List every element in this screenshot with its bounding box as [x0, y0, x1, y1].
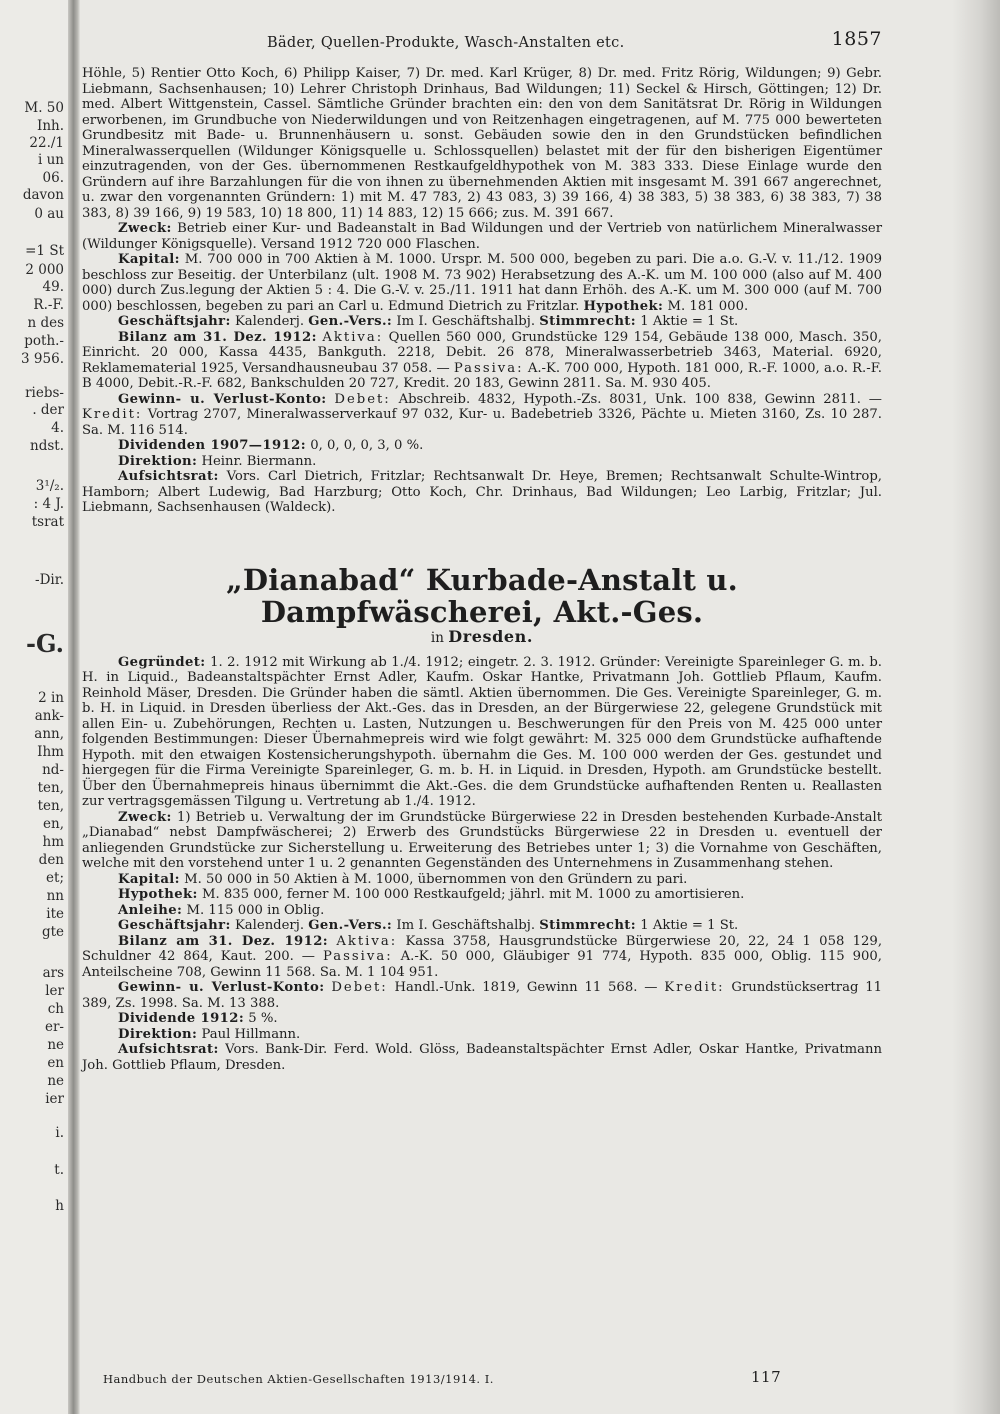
left-fragment: ch [47, 1001, 64, 1017]
left-fragment: riebs- [25, 385, 64, 401]
left-fragment: ank- [34, 708, 64, 724]
left-fragment: h [55, 1198, 64, 1214]
left-fragment: en [47, 1055, 64, 1071]
left-fragment: : 4 J. [33, 496, 64, 512]
entry1-kapital: Kapital: M. 700 000 in 700 Aktien à M. 1000. Urspr. M. 500 000, begeben zu pari. Die a.o. G.-V. v. 11./12. 1909 beschloss zur Beseitig. der Unterbilanz (ult. 1908 M. 73 902) Herabsetzung des A.-K. um M. 100 000 (also auf M. 400 000) durch Zus.legung der Aktien 5 : 4. Die G.-V. v. 25./11. 1911 hat dann Erhöh. des A.-K. um M. 300 000 (auf M. 700 000) beschlossen, begeben zu pari an Carl u. Edmund Dietrich zu Fritzlar. Hypothek: M. 181 000. [82, 252, 882, 314]
left-fragment: et; [46, 870, 64, 886]
running-header [82, 28, 882, 54]
header-title: Bäder, Quellen-Produkte, Wasch-Anstalten etc. [267, 35, 625, 51]
entry1-geschaeftsjahr: Geschäftsjahr: Kalenderj. Gen.-Vers.: Im I. Geschäftshalbj. Stimmrecht: 1 Aktie = 1 St. [118, 314, 739, 329]
company-title: „Dianabad“ Kurbade-Anstalt u. Dampfwäscherei, Akt.-Ges. [226, 562, 738, 629]
left-fragment: 22./1 [29, 135, 64, 151]
left-fragment: ite [46, 906, 64, 922]
entry1-direktion: Direktion: Heinr. Biermann. [118, 453, 317, 469]
left-fragment: =1 St [25, 243, 64, 259]
entry2-gewinn-verlust: Gewinn- u. Verlust-Konto: Debet: Handl.-Unk. 1819, Gewinn 11 568. — Kredit: Grundstücksertrag 11 389, Zs. 1998. Sa. M. 13 388. [82, 980, 882, 1011]
entry2-hypothek: Hypothek: M. 835 000, ferner M. 100 000 Restkaufgeld; jährl. mit M. 1000 zu amortisieren. [118, 887, 745, 902]
left-fragment: i. [55, 1125, 64, 1141]
entry1-zweck: Zweck: Betrieb einer Kur- und Badeanstalt in Bad Wildungen und der Vertrieb von natürlichem Mineralwasser (Wildunger Königsquelle). Versand 1912 720 000 Flaschen. [82, 221, 882, 252]
footer-page-number: 117 [751, 1368, 782, 1386]
entry2-direktion: Direktion: Paul Hillmann. [118, 1026, 301, 1042]
entry2-kapital: Kapital: M. 50 000 in 50 Aktien à M. 1000, übernommen von den Gründern zu pari. [118, 871, 688, 887]
left-fragment: hm [42, 834, 64, 850]
left-fragment: ndst. [30, 438, 64, 454]
left-fragment: poth.- [24, 333, 64, 349]
entry2-aufsichtsrat: Aufsichtsrat: Vors. Bank-Dir. Ferd. Wold. Glöss, Badeanstaltspächter Ernst Adler, Oskar Hantke, Privatmann Joh. Gottlieb Pflaum, Dresden. [82, 1042, 882, 1073]
book-gutter [68, 0, 80, 1414]
entry1-dividenden: Dividenden 1907—1912: 0, 0, 0, 0, 3, 0 %. [118, 438, 424, 453]
left-fragment: 49. [42, 279, 64, 295]
adjacent-page-fragment [0, 0, 68, 1414]
left-fragment: den [38, 852, 64, 868]
entry2-gegruendet: Gegründet: 1. 2. 1912 mit Wirkung ab 1./4. 1912; eingetr. 2. 3. 1912. Gründer: Vereinigte Spareinleger G. m. b. H. in Liquid., Badeanstaltspächter Ernst Adler, Kaufm. Oskar Hantke, Privatmann Joh. Gottlieb Pflaum, Kaufm. Reinhold Mäser, Dresden. Die Gründer haben die sämtl. Aktien übernommen. Die Ges. Vereinigte Spareinleger, G. m. b. H. in Liquid. in Dresden überliess der Akt.-Ges. das in Dresden, an der Bürgerwiese 22, gelegene Grundstück mit allen Ein- u. Zubehörungen, Rechten u. Lasten, Nutzungen u. Beschwerungen für den Preis von M. 425 000 unter folgenden Bestimmungen: Dieser Übernahmepreis wird wie folgt gewährt: M. 325 000 dem Grundstücke aufhaftende Hypoth. mit den etwaigen Kostensicherungshypoth. übernahm die Ges. M. 100 000 werden der Ges. gestundet und hiergegen für die Firma Vereinigte Spareinleger, G. m. b. H. in Liquid. in Dresden, Hypoth. am Grundstücke bestellt. Über den Übernahmepreis hinaus übernimmt die Akt.-Ges. die dem Grundstücke aufhaftenden Renten u. Reallasten zur vertragsgemässen Tilgung u. Vertretung ab 1./4. 1912. [82, 654, 882, 809]
entry-wildungen [82, 66, 882, 516]
left-fragment: 2 000 [25, 262, 64, 278]
left-fragment: Inh. [36, 118, 64, 134]
left-fragment: 0 au [34, 206, 64, 222]
left-fragment: 2 in [38, 690, 64, 706]
left-fragment: gte [41, 924, 64, 940]
left-fragment: 3 956. [21, 351, 64, 367]
left-fragment: ann, [34, 726, 64, 742]
left-fragment: ten, [37, 798, 64, 814]
entry1-gewinn-verlust: Gewinn- u. Verlust-Konto: Debet: Abschreib. 4832, Hypoth.-Zs. 8031, Unk. 100 838, Gewinn 2811. — Kredit: Vortrag 2707, Mineralwasserverkauf 97 032, Kur- u. Badebetrieb 3326, Pächte u. Mieten 3160, Zs. 10 287. Sa. M. 116 514. [82, 391, 882, 438]
left-fragment: er- [44, 1019, 64, 1035]
left-fragment: davon [22, 187, 64, 203]
left-fragment: 3¹/₂. [35, 478, 64, 494]
left-fragment: t. [54, 1162, 64, 1178]
left-fragment: -G. [26, 629, 64, 658]
left-fragment: Ihm [37, 744, 64, 760]
left-fragment: tsrat [31, 514, 64, 530]
left-fragment: ier [45, 1091, 64, 1107]
left-fragment: ne [47, 1073, 64, 1089]
entry1-aufsichtsrat: Aufsichtsrat: Vors. Carl Dietrich, Fritzlar; Rechtsanwalt Dr. Heye, Bremen; Rechtsanwalt Schulte-Wintrop, Hamborn; Albert Ludewig, Bad Harzburg; Otto Koch, Chr. Drinhaus, Bad Wildungen; Leo Larbig, Fritzlar; Jul. Liebmann, Sachsenhausen (Waldeck). [82, 469, 882, 515]
left-fragment: en, [43, 816, 64, 832]
left-fragment: ne [47, 1037, 64, 1053]
company-location: in Dresden. [430, 626, 534, 646]
entry1-founders-text: Höhle, 5) Rentier Otto Koch, 6) Philipp Kaiser, 7) Dr. med. Karl Krüger, 8) Dr. med. Fritz Rörig, Wildungen; 9) Gebr. Liebmann, Sachsenhausen; 10) Lehrer Christoph Drinhaus, Bad Wildungen; 11) Seckel & Hirsch, Göttingen; 12) Dr. med. Albert Wittgenstein, Cassel. Sämtliche Gründer brachten ein: den von dem Sanitätsrat Dr. Rörig in Wildungen erworbenen, im Grundbuche von Niederwildungen und von Reitzenhagen eingetragenen, auf M. 775 000 bewerteten Grundbesitz mit Bade- u. Brunnenhäusern u. sonst. Gebäuden sowie den in den Grundstücken befindlichen Mineralwasserquellen (Wildunger Königsquelle u. Schlossquellen) belastet mit der für den bisherigen Eigentümer einzutragenden, von der Ges. übernommenen Restkaufgeldhypothek von M. 383 333. Diese Einlage wurde den Gründern auf ihre Barzahlungen für die von ihnen zu übernehmenden Aktien mit insgesamt M. 391 667 angerechnet, u. zwar den vorgenannten Gründern: 1) mit M. 47 783, 2) 43 083, 3) 39 166, 4) 38 383, 5) 38 383, 6) 38 383, 7) 38 383, 8) 39 166, 9) 19 583, 10) 18 800, 11) 14 883, 12) 15 666; zus. M. 391 667. [82, 66, 882, 221]
page-edge-shadow [952, 0, 1000, 1414]
page-footer [103, 1368, 783, 1388]
entry2-zweck: Zweck: 1) Betrieb u. Verwaltung der im Grundstücke Bürgerwiese 22 in Dresden bestehenden Kurbade-Anstalt „Dianabad“ nebst Dampfwäscherei; 2) Erwerb des Grundstücks Bürgerwiese 22 in Dresden u. eventuell der anliegenden Grundstücke zur Sicherstellung u. Erweiterung des Betriebes unter 1; 3) die Vornahme von Geschäften, welche mit den vorstehend unter 1 u. 2 genannten Gegenständen des Unternehmens in Zusammenhang stehen. [82, 809, 882, 871]
left-fragment: nn [46, 888, 64, 904]
entry-dianabad [82, 564, 882, 1074]
left-fragment: M. 50 [24, 100, 64, 116]
left-fragment: ler [45, 983, 64, 999]
left-fragment: ars [42, 965, 64, 981]
entry1-bilanz: Bilanz am 31. Dez. 1912: Aktiva: Quellen 560 000, Grundstücke 129 154, Gebäude 138 000, Masch. 350, Einricht. 20 000, Kassa 4435, Bankguth. 2218, Debit. 26 878, Mineralwasserbetrieb 3463, Material. 6920, Reklamematerial 1925, Versandhausneubau 37 058. — Passiva: A.-K. 700 000, Hypoth. 181 000, R.-F. 1000, a.o. R.-F. B 4000, Debit.-R.-F. 682, Bankschulden 20 727, Kredit. 20 183, Gewinn 2811. Sa. M. 930 405. [82, 329, 882, 391]
footer-publication: Handbuch der Deutschen Aktien-Gesellschaften 1913/1914. I. [103, 1372, 494, 1386]
entry2-anleihe: Anleihe: M. 115 000 in Oblig. [118, 902, 325, 918]
left-fragment: ten, [37, 780, 64, 796]
left-fragment: R.-F. [33, 297, 64, 313]
entry2-dividende: Dividende 1912: 5 %. [118, 1011, 278, 1026]
left-fragment: 4. [51, 420, 64, 436]
left-fragment: nd- [42, 762, 64, 778]
left-fragment: 06. [42, 170, 64, 186]
page-content [82, 28, 882, 1073]
left-fragment: i un [38, 152, 64, 168]
left-fragment: -Dir. [35, 572, 64, 588]
header-page-number: 1857 [831, 28, 882, 50]
entry2-bilanz: Bilanz am 31. Dez. 1912: Aktiva: Kassa 3758, Hausgrundstücke Bürgerwiese 20, 22, 24 1 058 129, Schuldner 42 864, Kaut. 200. — Passiva: A.-K. 50 000, Gläubiger 91 774, Hypoth. 835 000, Oblig. 115 900, Anteilscheine 708, Gewinn 11 568. Sa. M. 1 104 951. [82, 933, 883, 980]
left-fragment: n des [27, 315, 64, 331]
left-fragment: . der [32, 402, 64, 418]
entry2-geschaeftsjahr: Geschäftsjahr: Kalenderj. Gen.-Vers.: Im I. Geschäftshalbj. Stimmrecht: 1 Aktie = 1 St. [118, 918, 739, 933]
